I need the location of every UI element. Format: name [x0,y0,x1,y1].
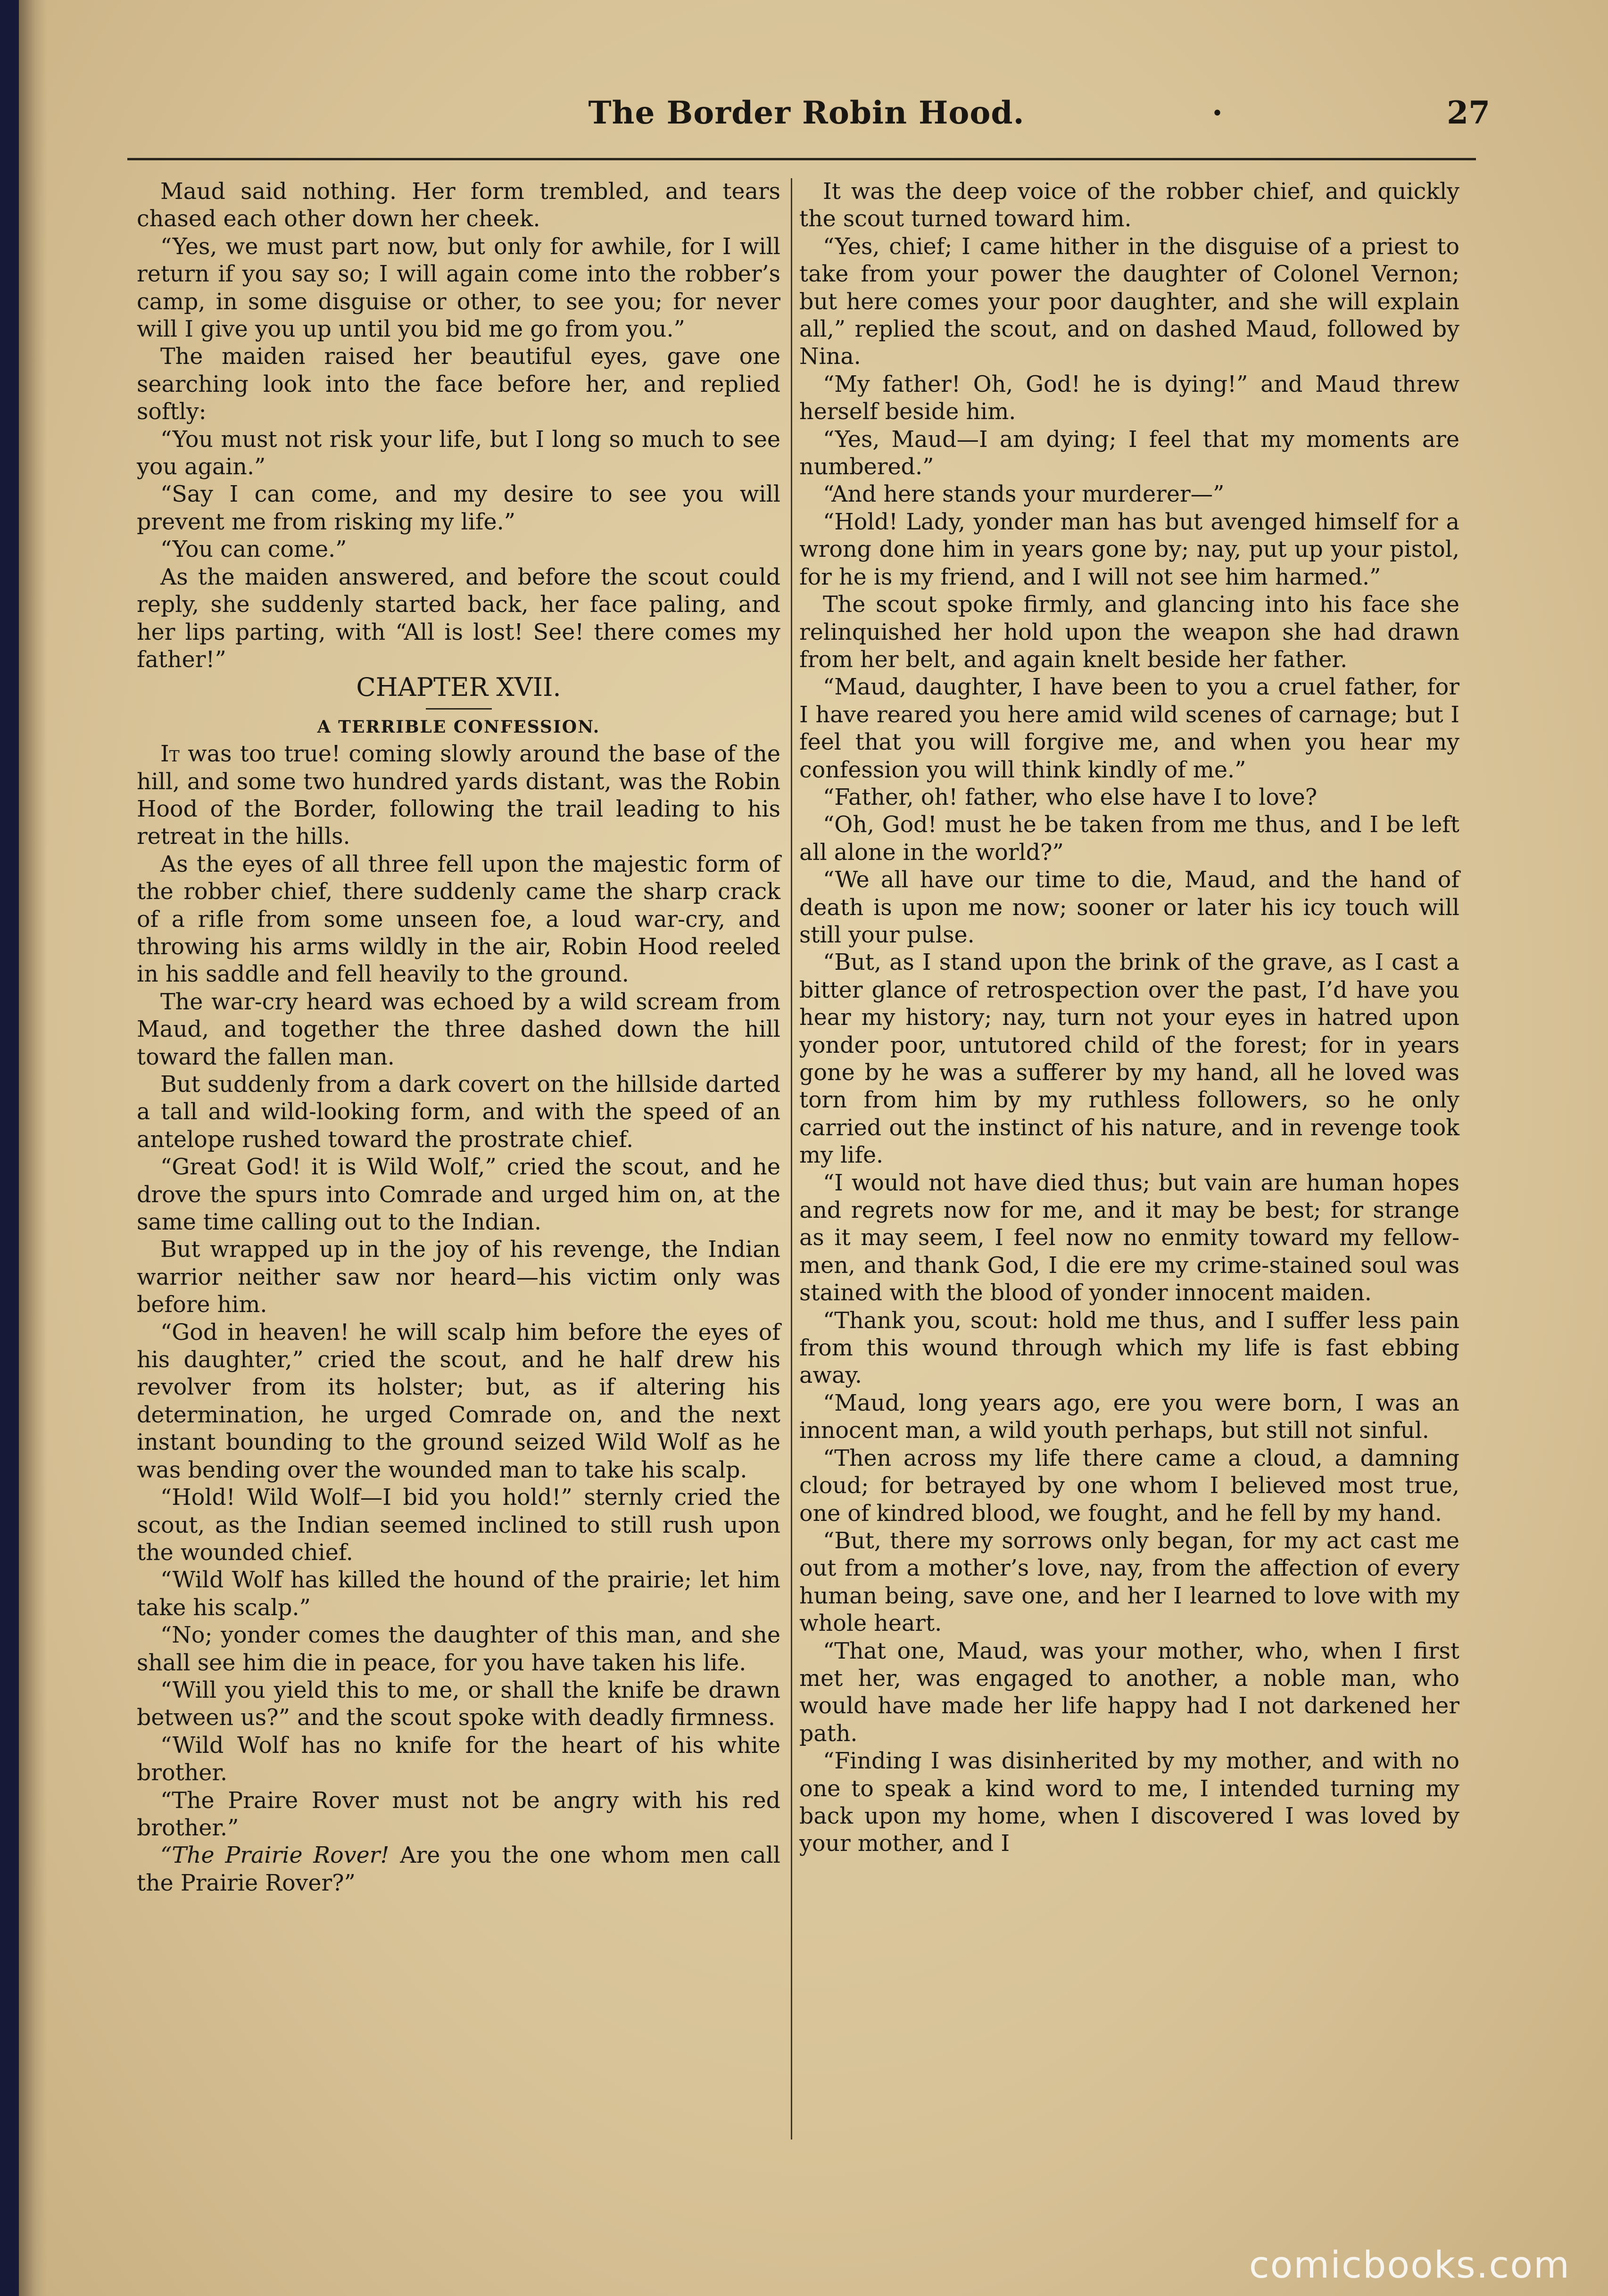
paragraph: “Yes, we must part now, but only for awhile, for I will return if you say so; I will again come into the robber’s camp, in some disguise or other, to see you; for never will I give you up until you bid me go from you.” [137,233,780,343]
paragraph: “Finding I was disinherited by my mother, and with no one to speak a kind word to me, I intended turning my back upon my home, when I discovered I was loved by your mother, and I [799,1748,1459,1857]
chapter-heading: CHAPTER XVII. [356,672,561,702]
paragraph-rest: Are you the one whom men call the Prairie Rover?” [137,1842,780,1896]
paragraph: But suddenly from a dark covert on the hillside darted a tall and wild-looking form, and with the speed of an antelope rushed toward the prostrate chief. [137,1072,780,1153]
paragraph: “Maud, long years ago, ere you were born, I was an innocent man, a wild youth perhaps, but still not sinful. [799,1390,1459,1444]
paragraph: “Hold! Wild Wolf—I bid you hold!” sternly cried the scout, as the Indian seemed inclined to still rush upon the wounded chief. [137,1485,780,1566]
page-header [123,94,1490,146]
paragraph: “You must not risk your life, but I long so much to see you again.” [137,426,780,480]
page-number: 27 [1447,94,1490,131]
paragraph: “And here stands your murderer—” [823,481,1225,508]
paragraph: “But, there my sorrows only began, for my act cast me out from a mother’s love, nay, from the affection of every human being, save one, and her I learned to love with my whole heart. [799,1528,1459,1637]
page-binding-edge [19,0,47,2296]
paragraph: The scout spoke firmly, and glancing into his face she relinquished her hold upon the weapon she had drawn from her belt, and again knelt beside her father. [799,592,1459,673]
paragraph: As the eyes of all three fell upon the majestic form of the robber chief, there suddenly came the sharp crack of a rifle from some unseen foe, a loud war-cry, and throwing his arms wildly in the air, Robin Hood reeled in his saddle and fell heavily to the ground. [137,851,780,988]
paragraph: “Hold! Lady, yonder man has but avenged himself for a wrong done him in years gone by; nay, put up your pistol, for he is my friend, and I will not see him harmed.” [799,509,1459,590]
paragraph: “That one, Maud, was your mother, who, when I first met her, was engaged to another, a noble man, who would have made her life happy had I not darkened her path. [799,1638,1459,1747]
paragraph: It was the deep voice of the robber chief, and quickly the scout turned toward him. [799,179,1459,232]
site-watermark: comicbooks.com [1249,2244,1570,2287]
paragraph: As the maiden answered, and before the scout could reply, she suddenly started back, her face paling, and her lips parting, with “All is lost! See! there comes my father!” [137,564,780,673]
header-rule [127,158,1476,160]
paragraph: “My father! Oh, God! he is dying!” and Maud threw herself beside him. [799,371,1459,425]
paragraph: “God in heaven! he will scalp him before the eyes of his daughter,” cried the scout, and he half drew his revolver from its holster; but, as if altering his determination, he urged Comrade on, and the next instant bounding to the ground seized Wild Wolf as he was bending over the wounded man to take his scalp. [137,1319,780,1483]
paragraph: But wrapped up in the joy of his revenge, the Indian warrior neither saw nor heard—his victim only was before him. [137,1237,780,1318]
running-title: The Border Robin Hood. [588,94,1025,131]
paragraph: “Yes, Maud—I am dying; I feel that my moments are numbered.” [799,426,1459,480]
italic-phrase: “The Prairie Rover! [160,1842,390,1869]
paragraph: The maiden raised her beautiful eyes, gave one searching look into the face before her, and replied softly: [137,344,780,425]
right-column [799,178,1459,1858]
paragraph: “I would not have died thus; but vain are human hopes and regrets now for me, and it may be best; for strange as it may seem, I feel now no enmity toward my fellow-men, and thank God, I die ere my crime-stained soul was stained with the blood of yonder innocent maiden. [799,1170,1459,1306]
paragraph: “Great God! it is Wild Wolf,” cried the scout, and he drove the spurs into Comrade and urged him on, at the same time calling out to the Indian. [137,1154,780,1236]
chapter-first-rest: was too true! coming slowly around the base of the hill, and some two hundred yards distant, was the Robin Hood of the Border, following the trail leading to his retreat in the hills. [137,741,780,850]
paragraph: “The Praire Rover must not be angry with his red brother.” [137,1787,780,1841]
column-rule [791,178,792,2139]
paragraph: “Then across my life there came a cloud, a damning cloud; for betrayed by one whom I believed most true, one of kindred blood, we fought, and he fell by my hand. [799,1445,1459,1527]
paragraph: Maud said nothing. Her form trembled, and tears chased each other down her cheek. [137,179,780,232]
chapter-first-word: It [160,741,180,768]
paragraph: “You can come.” [160,537,347,563]
paragraph: “But, as I stand upon the brink of the grave, as I cast a bitter glance of retrospection over the past, I’d have you hear my history; nay, turn not your eyes in hatred upon yonder poor, untutored child of the forest; for in years gone by he was a sufferer by my hand, all he loved was torn from him by my ruthless followers, so he only carried out the instinct of his nature, and in revenge took my life. [799,950,1459,1169]
chapter-opening-paragraph [137,741,780,851]
paragraph: “Father, oh! father, who else have I to love? [823,784,1318,810]
paragraph: “Maud, daughter, I have been to you a cruel father, for I have reared you here amid wild scenes of carnage; but I feel that you will forgive me, and when you hear my confession you will think kindly of me.” [799,674,1459,783]
paragraph: The war-cry heard was echoed by a wild scream from Maud, and together the three dashed down the hill toward the fallen man. [137,989,780,1070]
paragraph: “No; yonder comes the daughter of this man, and she shall see him die in peace, for you have taken his life. [137,1622,780,1676]
paragraph: “Wild Wolf has no knife for the heart of his white brother. [137,1732,780,1786]
chapter-rule [426,708,492,710]
paragraph: “Wild Wolf has killed the hound of the prairie; let him take his scalp.” [137,1567,780,1621]
chapter-subtitle: A TERRIBLE CONFESSION. [317,717,600,737]
left-column [137,178,780,1897]
paragraph: “Will you yield this to me, or shall the knife be drawn between us?” and the scout spoke with deadly firmness. [137,1677,780,1731]
paragraph: “Thank you, scout: hold me thus, and I suffer less pain from this wound through which my life is fast ebbing away. [799,1307,1459,1389]
paragraph: “Yes, chief; I came hither in the disguise of a priest to take from your power the daughter of Colonel Vernon; but here comes your poor daughter, and she will explain all,” replied the scout, and on dashed Maud, followed by Nina. [799,233,1459,370]
header-dot: · [1212,94,1223,131]
paragraph: “Say I can come, and my desire to see you will prevent me from risking my life.” [137,481,780,535]
paragraph: “Oh, God! must he be taken from me thus, and I be left all alone in the world?” [799,812,1459,866]
paragraph: “We all have our time to die, Maud, and the hand of death is upon me now; sooner or later his icy touch will still your pulse. [799,867,1459,948]
comic-page [19,0,1608,2296]
paragraph [137,1842,780,1897]
